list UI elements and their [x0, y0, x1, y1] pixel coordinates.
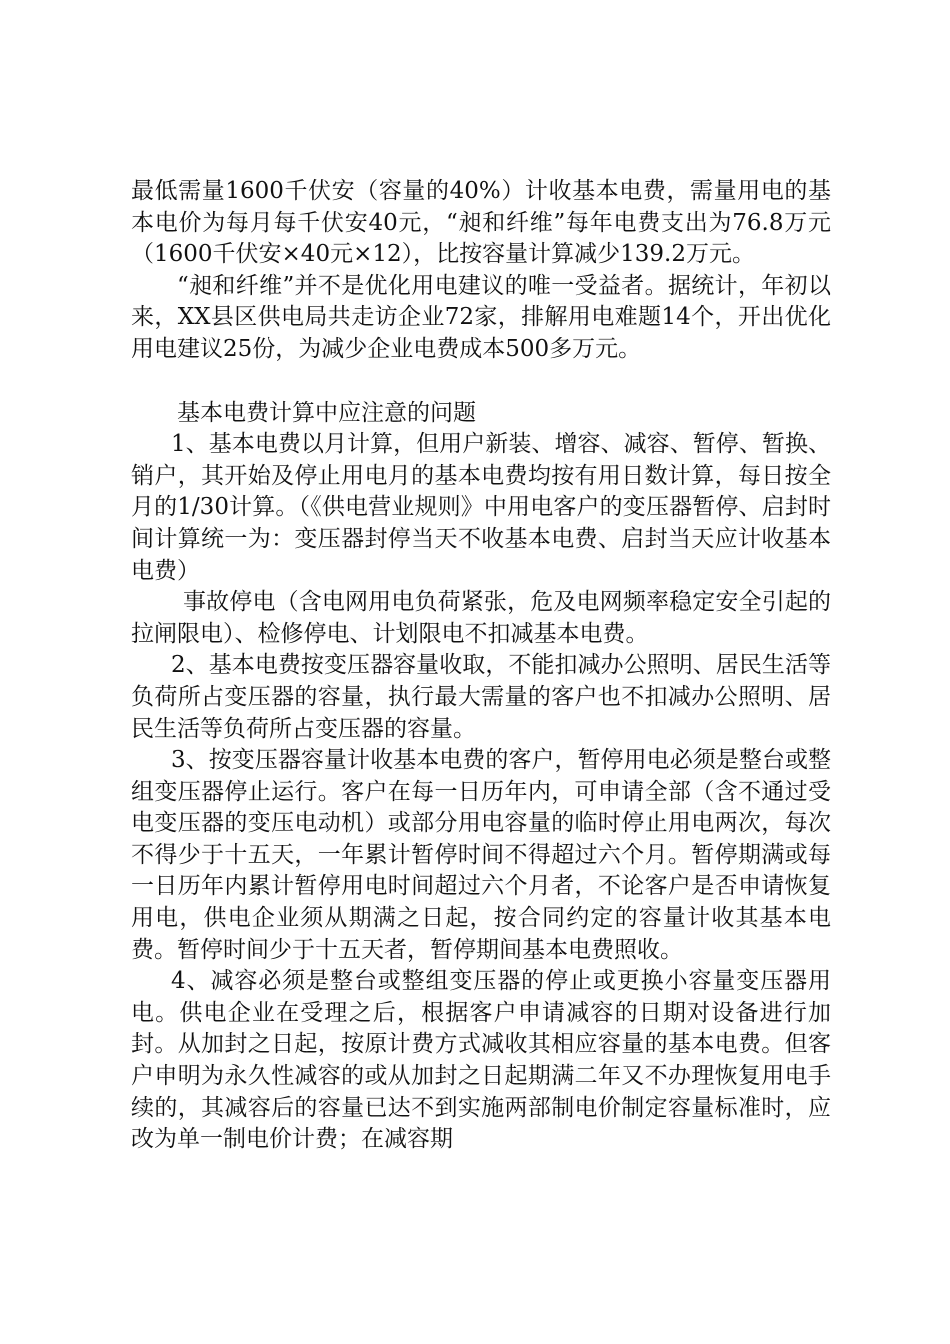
paragraph-beneficiaries: “昶和纤维”并不是优化用电建议的唯一受益者。据统计，年初以来，XX县区供电局共走访企业72家，排解用电难题14个，开出优化用电建议25份，为减少企业电费成本500多万元。	[131, 272, 831, 362]
paragraph-item-1: 1、基本电费以月计算，但用户新装、增容、减容、暂停、暂换、销户，其开始及停止用电月的基本电费均按有用日数计算，每日按全月的1/30计算。（《供电营业规则》中用电客户的变压器暂停、启封时间计算统一为：变压器封停当天不收基本电费、启封当天应计收基本电费）	[131, 431, 831, 584]
section-heading: 基本电费计算中应注意的问题	[177, 399, 476, 426]
paragraph-item-4: 4、减容必须是整台或整组变压器的停止或更换小容量变压器用电。供电企业在受理之后，根据客户申请减容的日期对设备进行加封。从加封之日起，按原计费方式减收其相应容量的基本电费。但客户申明为永久性减容的或从加封之日起期满二年又不办理恢复用电手续的，其减容后的容量已达不到实施两部制电价制定容量标准时，应改为单一制电价计费；在减容期	[131, 968, 831, 1153]
paragraph-fee-calculation: 最低需量1600千伏安（容量的40%）计收基本电费，需量用电的基本电价为每月每千伏安40元，“昶和纤维”每年电费支出为76.8万元（1600千伏安×40元×12），比按容量计算减少139.2万元。	[131, 178, 831, 268]
paragraph-item-2: 2、基本电费按变压器容量收取，不能扣减办公照明、居民生活等负荷所占变压器的容量，执行最大需量的客户也不扣减办公照明、居民生活等负荷所占变压器的容量。	[131, 652, 831, 742]
document-page	[131, 176, 831, 1156]
paragraph-accident-outage: 事故停电（含电网用电负荷紧张，危及电网频率稳定安全引起的拉闸限电）、检修停电、计划限电不扣减基本电费。	[131, 589, 831, 647]
paragraph-item-3: 3、按变压器容量计收基本电费的客户，暂停用电必须是整台或整组变压器停止运行。客户在每一日历年内，可申请全部（含不通过受电变压器的变压电动机）或部分用电容量的临时停止用电两次，每次不得少于十五天，一年累计暂停时间不得超过六个月。暂停期满或每一日历年内累计暂停用电时间超过六个月者，不论客户是否申请恢复用电，供电企业须从期满之日起，按合同约定的容量计收其基本电费。暂停时间少于十五天者，暂停期间基本电费照收。	[131, 747, 831, 963]
paragraph-gap	[131, 366, 831, 398]
